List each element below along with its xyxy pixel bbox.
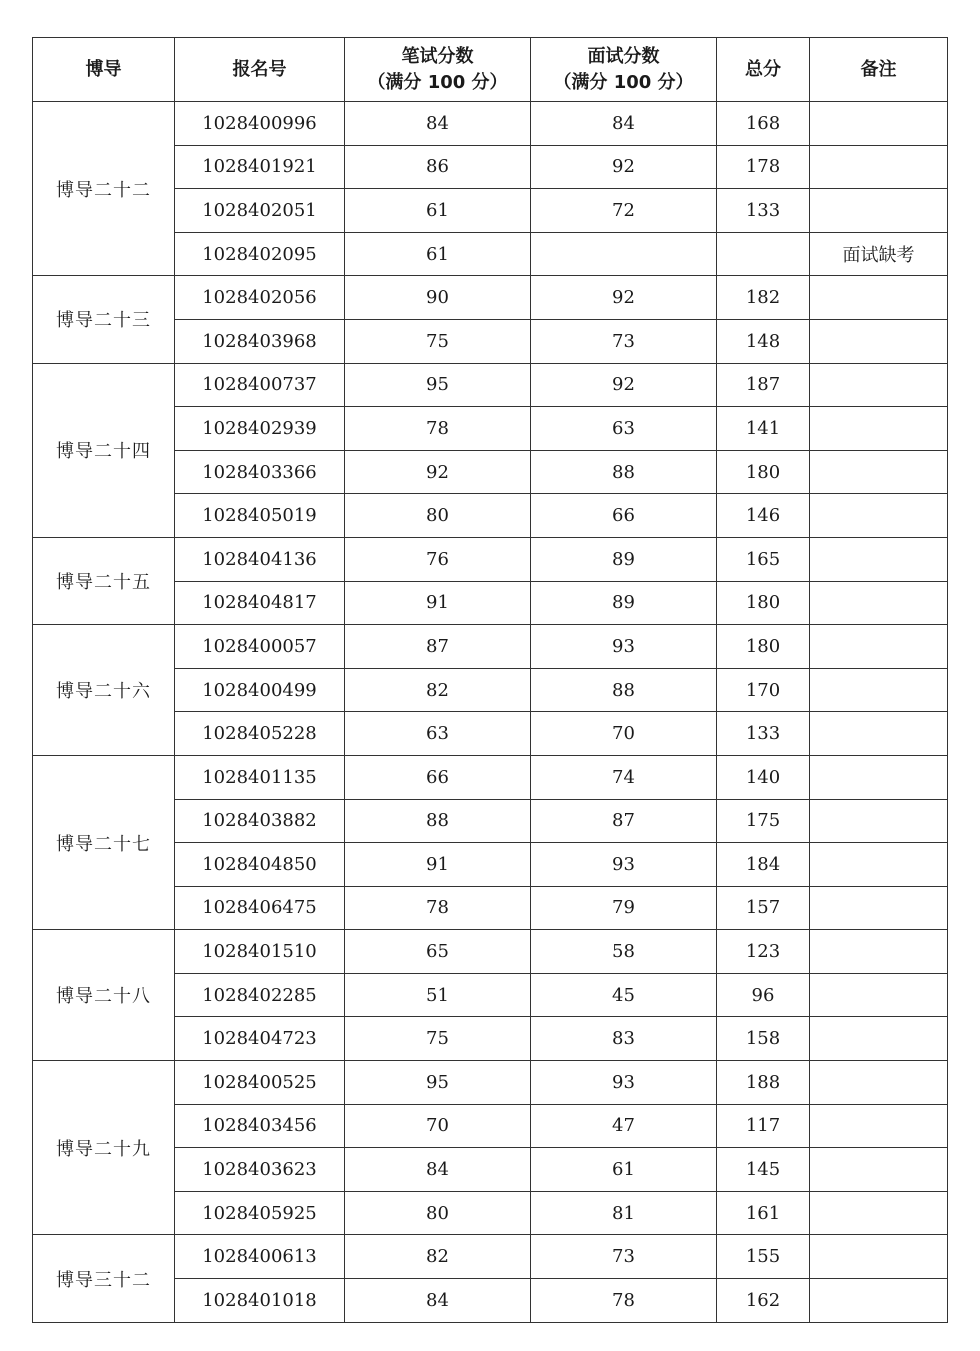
note-cell — [810, 145, 948, 189]
advisor-group-cell: 博导二十二 — [33, 102, 175, 276]
reg-no-cell: 1028401018 — [175, 1279, 345, 1323]
note-cell — [810, 1279, 948, 1323]
interview-score-cell: 72 — [531, 189, 717, 233]
written-score-cell: 82 — [345, 1235, 531, 1279]
interview-score-cell: 61 — [531, 1148, 717, 1192]
score-table — [32, 37, 948, 1323]
reg-no-cell: 1028401135 — [175, 755, 345, 799]
reg-no-cell: 1028402095 — [175, 232, 345, 276]
interview-score-cell: 88 — [531, 668, 717, 712]
total-score-cell: 123 — [717, 930, 810, 974]
reg-no-cell: 1028401921 — [175, 145, 345, 189]
written-score-cell: 66 — [345, 755, 531, 799]
total-score-cell: 140 — [717, 755, 810, 799]
written-score-cell: 80 — [345, 1191, 531, 1235]
header-written-line2: （满分 100 分） — [367, 71, 508, 93]
reg-no-cell: 1028402056 — [175, 276, 345, 320]
note-cell — [810, 755, 948, 799]
total-score-cell: 162 — [717, 1279, 810, 1323]
written-score-cell: 91 — [345, 581, 531, 625]
interview-score-cell: 92 — [531, 276, 717, 320]
note-cell — [810, 625, 948, 669]
interview-score-cell: 89 — [531, 581, 717, 625]
header-interview-score — [531, 38, 717, 102]
interview-score-cell: 63 — [531, 407, 717, 451]
header-advisor-label: 博导 — [85, 58, 122, 80]
interview-score-cell: 87 — [531, 799, 717, 843]
reg-no-cell: 1028402285 — [175, 973, 345, 1017]
reg-no-cell: 1028400996 — [175, 102, 345, 146]
interview-score-cell: 92 — [531, 145, 717, 189]
interview-score-cell: 84 — [531, 102, 717, 146]
written-score-cell: 70 — [345, 1104, 531, 1148]
header-note — [810, 38, 948, 102]
interview-score-cell: 45 — [531, 973, 717, 1017]
total-score-cell: 180 — [717, 625, 810, 669]
header-note-label: 备注 — [860, 58, 897, 80]
total-score-cell: 161 — [717, 1191, 810, 1235]
header-total — [717, 38, 810, 102]
interview-score-cell — [531, 232, 717, 276]
table-row — [33, 276, 948, 320]
written-score-cell: 63 — [345, 712, 531, 756]
reg-no-cell: 1028404136 — [175, 537, 345, 581]
note-cell — [810, 799, 948, 843]
total-score-cell: 165 — [717, 537, 810, 581]
table-body — [33, 102, 948, 1323]
note-cell — [810, 1104, 948, 1148]
reg-no-cell: 1028403366 — [175, 450, 345, 494]
written-score-cell: 84 — [345, 1279, 531, 1323]
written-score-cell: 51 — [345, 973, 531, 1017]
interview-score-cell: 79 — [531, 886, 717, 930]
advisor-group-cell: 博导二十五 — [33, 537, 175, 624]
advisor-group-cell: 博导二十三 — [33, 276, 175, 363]
header-reg-no — [175, 38, 345, 102]
table-header — [33, 38, 948, 102]
reg-no-cell: 1028400613 — [175, 1235, 345, 1279]
note-cell — [810, 581, 948, 625]
note-cell — [810, 1148, 948, 1192]
table-row — [33, 363, 948, 407]
total-score-cell: 133 — [717, 712, 810, 756]
table-row — [33, 1235, 948, 1279]
total-score-cell: 141 — [717, 407, 810, 451]
reg-no-cell: 1028400737 — [175, 363, 345, 407]
note-cell — [810, 102, 948, 146]
reg-no-cell: 1028400525 — [175, 1061, 345, 1105]
interview-score-cell: 73 — [531, 1235, 717, 1279]
interview-score-cell: 83 — [531, 1017, 717, 1061]
interview-score-cell: 74 — [531, 755, 717, 799]
header-interview-line1: 面试分数 — [587, 45, 660, 67]
reg-no-cell: 1028404850 — [175, 843, 345, 887]
interview-score-cell: 92 — [531, 363, 717, 407]
table-row — [33, 537, 948, 581]
table-row — [33, 625, 948, 669]
advisor-group-cell: 博导二十九 — [33, 1061, 175, 1235]
advisor-group-cell: 博导二十四 — [33, 363, 175, 537]
total-score-cell: 148 — [717, 319, 810, 363]
note-cell — [810, 276, 948, 320]
header-row — [33, 38, 948, 102]
total-score-cell: 145 — [717, 1148, 810, 1192]
interview-score-cell: 89 — [531, 537, 717, 581]
written-score-cell: 80 — [345, 494, 531, 538]
written-score-cell: 76 — [345, 537, 531, 581]
total-score-cell: 175 — [717, 799, 810, 843]
note-cell — [810, 1061, 948, 1105]
written-score-cell: 78 — [345, 407, 531, 451]
written-score-cell: 82 — [345, 668, 531, 712]
note-cell — [810, 668, 948, 712]
written-score-cell: 86 — [345, 145, 531, 189]
header-interview-line2: （满分 100 分） — [553, 71, 694, 93]
reg-no-cell: 1028405228 — [175, 712, 345, 756]
note-cell — [810, 537, 948, 581]
advisor-group-cell: 博导二十七 — [33, 755, 175, 929]
header-total-label: 总分 — [745, 58, 781, 80]
reg-no-cell: 1028400057 — [175, 625, 345, 669]
total-score-cell: 180 — [717, 581, 810, 625]
reg-no-cell: 1028401510 — [175, 930, 345, 974]
reg-no-cell: 1028403882 — [175, 799, 345, 843]
total-score-cell: 182 — [717, 276, 810, 320]
interview-score-cell: 93 — [531, 1061, 717, 1105]
note-cell — [810, 843, 948, 887]
total-score-cell: 187 — [717, 363, 810, 407]
written-score-cell: 65 — [345, 930, 531, 974]
total-score-cell: 96 — [717, 973, 810, 1017]
interview-score-cell: 58 — [531, 930, 717, 974]
interview-score-cell: 88 — [531, 450, 717, 494]
written-score-cell: 92 — [345, 450, 531, 494]
note-cell — [810, 189, 948, 233]
interview-score-cell: 47 — [531, 1104, 717, 1148]
reg-no-cell: 1028400499 — [175, 668, 345, 712]
interview-score-cell: 66 — [531, 494, 717, 538]
header-written-score — [345, 38, 531, 102]
total-score-cell: 157 — [717, 886, 810, 930]
header-written-line1: 笔试分数 — [401, 45, 474, 67]
interview-score-cell: 70 — [531, 712, 717, 756]
advisor-group-cell: 博导二十八 — [33, 930, 175, 1061]
written-score-cell: 91 — [345, 843, 531, 887]
table-row — [33, 1061, 948, 1105]
reg-no-cell: 1028403623 — [175, 1148, 345, 1192]
total-score-cell: 155 — [717, 1235, 810, 1279]
reg-no-cell: 1028406475 — [175, 886, 345, 930]
written-score-cell: 84 — [345, 1148, 531, 1192]
total-score-cell: 168 — [717, 102, 810, 146]
note-cell — [810, 1191, 948, 1235]
total-score-cell: 158 — [717, 1017, 810, 1061]
header-reg-no-label: 报名号 — [232, 58, 287, 80]
written-score-cell: 75 — [345, 319, 531, 363]
note-cell — [810, 1017, 948, 1061]
note-cell — [810, 494, 948, 538]
reg-no-cell: 1028405925 — [175, 1191, 345, 1235]
table-row — [33, 930, 948, 974]
reg-no-cell: 1028405019 — [175, 494, 345, 538]
note-cell — [810, 450, 948, 494]
advisor-group-cell: 博导二十六 — [33, 625, 175, 756]
note-cell: 面试缺考 — [810, 232, 948, 276]
written-score-cell: 95 — [345, 363, 531, 407]
reg-no-cell: 1028404723 — [175, 1017, 345, 1061]
reg-no-cell: 1028403968 — [175, 319, 345, 363]
written-score-cell: 75 — [345, 1017, 531, 1061]
interview-score-cell: 73 — [531, 319, 717, 363]
written-score-cell: 61 — [345, 232, 531, 276]
total-score-cell: 133 — [717, 189, 810, 233]
total-score-cell — [717, 232, 810, 276]
note-cell — [810, 712, 948, 756]
note-cell — [810, 973, 948, 1017]
total-score-cell: 178 — [717, 145, 810, 189]
note-cell — [810, 1235, 948, 1279]
note-cell — [810, 363, 948, 407]
note-cell — [810, 886, 948, 930]
total-score-cell: 188 — [717, 1061, 810, 1105]
total-score-cell: 146 — [717, 494, 810, 538]
interview-score-cell: 81 — [531, 1191, 717, 1235]
interview-score-cell: 93 — [531, 625, 717, 669]
written-score-cell: 78 — [345, 886, 531, 930]
written-score-cell: 88 — [345, 799, 531, 843]
written-score-cell: 90 — [345, 276, 531, 320]
advisor-group-cell: 博导三十二 — [33, 1235, 175, 1322]
note-cell — [810, 319, 948, 363]
header-advisor — [33, 38, 175, 102]
reg-no-cell: 1028404817 — [175, 581, 345, 625]
total-score-cell: 117 — [717, 1104, 810, 1148]
table-row — [33, 755, 948, 799]
total-score-cell: 180 — [717, 450, 810, 494]
note-cell — [810, 407, 948, 451]
written-score-cell: 61 — [345, 189, 531, 233]
reg-no-cell: 1028403456 — [175, 1104, 345, 1148]
written-score-cell: 87 — [345, 625, 531, 669]
reg-no-cell: 1028402939 — [175, 407, 345, 451]
written-score-cell: 95 — [345, 1061, 531, 1105]
reg-no-cell: 1028402051 — [175, 189, 345, 233]
note-cell — [810, 930, 948, 974]
table-row — [33, 102, 948, 146]
total-score-cell: 184 — [717, 843, 810, 887]
total-score-cell: 170 — [717, 668, 810, 712]
interview-score-cell: 78 — [531, 1279, 717, 1323]
interview-score-cell: 93 — [531, 843, 717, 887]
written-score-cell: 84 — [345, 102, 531, 146]
